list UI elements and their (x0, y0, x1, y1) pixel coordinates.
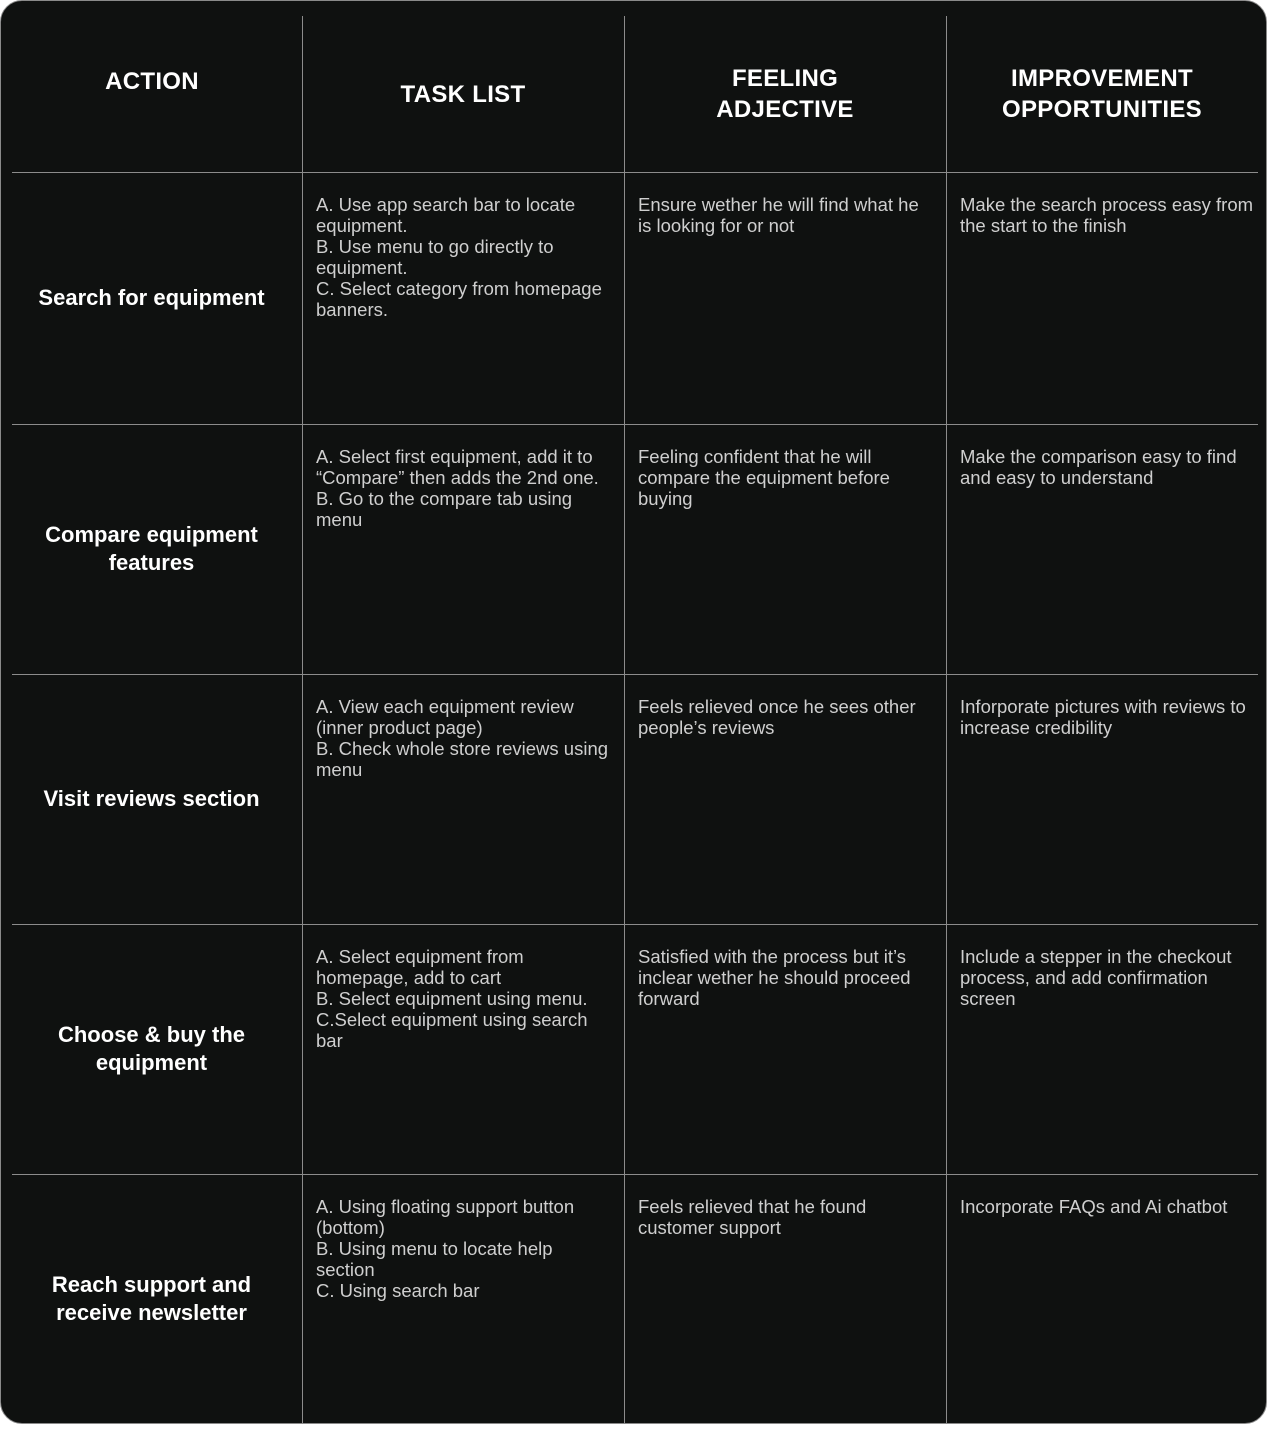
task-list-cell: A. View each equipment review (inner product page) B. Check whole store reviews using menu (316, 696, 609, 780)
action-cell: Reach support and receive newsletter (51, 1272, 252, 1325)
feeling-cell: Feels relieved that he found customer support (638, 1196, 867, 1238)
action-cell: Visit reviews section (43, 786, 260, 811)
action-cell: Choose & buy the equipment (57, 1022, 245, 1075)
improvement-cell: Make the search process easy from the start to the finish (960, 194, 1254, 236)
improvement-cell: Include a stepper in the checkout process, and add confirmation screen (960, 946, 1232, 1009)
header-task-list: TASK LIST (400, 80, 526, 108)
task-list-cell: A. Select first equipment, add it to “Compare” then adds the 2nd one. B. Go to the compare tab using menu (316, 446, 599, 530)
task-list-cell: A. Use app search bar to locate equipment. B. Use menu to go directly to equipment. C. Select category from homepage banners. (316, 194, 602, 320)
task-list-cell: A. Using floating support button (bottom) B. Using menu to locate help section C. Using search bar (316, 1196, 575, 1301)
improvement-cell: Incorporate FAQs and Ai chatbot (960, 1196, 1228, 1217)
header-action: ACTION (105, 67, 199, 95)
feeling-cell: Feeling confident that he will compare the equipment before buying (638, 446, 890, 509)
improvement-cell: Inforporate pictures with reviews to increase credibility (960, 696, 1246, 738)
improvement-cell: Make the comparison easy to find and easy to understand (960, 446, 1237, 488)
action-cell: Search for equipment (38, 285, 265, 310)
feeling-cell: Feels relieved once he sees other people’s reviews (638, 696, 916, 738)
task-list-cell: A. Select equipment from homepage, add to cart B. Select equipment using menu. C.Select equipment using search bar (316, 946, 588, 1051)
header-improvement-opportunities: IMPROVEMENT OPPORTUNITIES (1002, 65, 1202, 123)
header-feeling-adjective: FEELING ADJECTIVE (716, 65, 854, 123)
feeling-cell: Satisfied with the process but it’s inclear wether he should proceed forward (638, 946, 911, 1009)
action-cell: Compare equipment features (45, 522, 258, 575)
feeling-cell: Ensure wether he will find what he is looking for or not (638, 194, 919, 236)
